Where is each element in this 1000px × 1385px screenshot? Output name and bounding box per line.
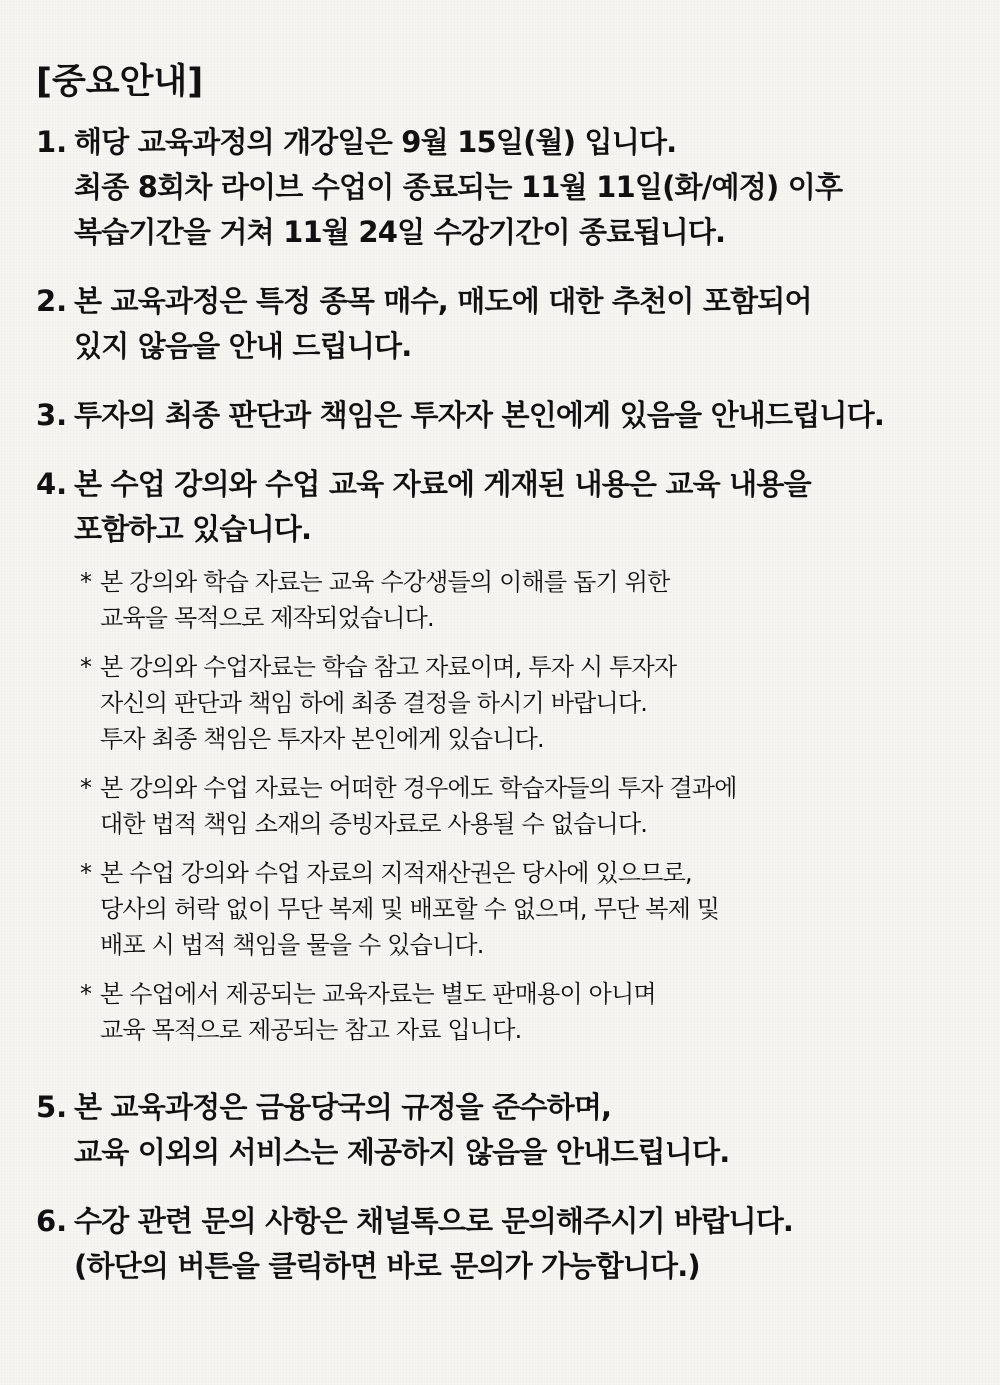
sub-note-text-line: 본 강의와 수업자료는 학습 참고 자료이며, 투자 시 투자자 [100, 653, 677, 681]
sub-note-body [100, 976, 966, 1048]
asterisk-marker: * [80, 774, 92, 802]
notice-item [36, 279, 966, 369]
sub-note-text-line: 본 강의와 학습 자료는 교육 수강생들의 이해를 돕기 위한 [100, 568, 670, 596]
sub-note-body [100, 564, 966, 636]
notice-item [36, 120, 966, 255]
item-text-line: 해당 교육과정의 개강일은 9월 15일(월) 입니다. [74, 125, 677, 159]
sub-note-text-line: 본 강의와 수업 자료는 어떠한 경우에도 학습자들의 투자 결과에 [100, 774, 737, 802]
item-text-line: 있지 않음을 안내 드립니다. [74, 329, 412, 363]
sub-note [80, 855, 966, 963]
item-text-line: 본 수업 강의와 수업 교육 자료에 게재된 내용은 교육 내용을 [74, 467, 811, 501]
item-number: 6. [36, 1204, 68, 1238]
item-text-line: (하단의 버튼을 클릭하면 바로 문의가 가능합니다.) [74, 1249, 700, 1283]
notice-list [36, 120, 966, 1289]
notice-title: [중요안내] [36, 62, 204, 102]
sub-note [80, 649, 966, 757]
sub-note [80, 976, 966, 1048]
item-number: 5. [36, 1090, 68, 1124]
sub-note-text-line: 교육 목적으로 제공되는 참고 자료 입니다. [100, 1016, 522, 1044]
sub-note [80, 770, 966, 842]
asterisk-marker: * [80, 859, 92, 887]
item-body [74, 1199, 966, 1289]
notice-document [36, 54, 966, 1313]
sub-note-text-line: 자신의 판단과 책임 하에 최종 결정을 하시기 바랍니다. [100, 689, 648, 717]
asterisk-marker: * [80, 980, 92, 1008]
item-number: 1. [36, 125, 68, 159]
item-text-line: 포함하고 있습니다. [74, 512, 312, 546]
item-number: 3. [36, 398, 68, 432]
notice-item [36, 393, 966, 438]
sub-note-text-line: 본 수업 강의와 수업 자료의 지적재산권은 당사에 있으므로, [100, 859, 692, 887]
item-body [74, 120, 966, 255]
item-text-line: 교육 이외의 서비스는 제공하지 않음을 안내드립니다. [74, 1135, 730, 1169]
asterisk-marker: * [80, 653, 92, 681]
item-text-line: 본 교육과정은 특정 종목 매수, 매도에 대한 추천이 포함되어 [74, 284, 812, 318]
item-text-line: 투자의 최종 판단과 책임은 투자자 본인에게 있음을 안내드립니다. [74, 398, 885, 432]
sub-note-body [100, 855, 966, 963]
sub-note [80, 564, 966, 636]
sub-note-text-line: 투자 최종 책임은 투자자 본인에게 있습니다. [100, 725, 544, 753]
asterisk-marker: * [80, 568, 92, 596]
sub-notes [80, 564, 966, 1048]
sub-note-text-line: 배포 시 법적 책임을 물을 수 있습니다. [100, 931, 484, 959]
item-body [74, 393, 966, 438]
item-body [74, 1085, 966, 1175]
item-body [74, 279, 966, 369]
notice-item [36, 1199, 966, 1289]
sub-note-text-line: 교육을 목적으로 제작되었습니다. [100, 604, 434, 632]
notice-item [36, 462, 966, 1061]
item-text-line: 본 교육과정은 금융당국의 규정을 준수하며, [74, 1090, 612, 1124]
sub-note-text-line: 본 수업에서 제공되는 교육자료는 별도 판매용이 아니며 [100, 980, 656, 1008]
item-text-line: 수강 관련 문의 사항은 채널톡으로 문의해주시기 바랍니다. [74, 1204, 794, 1238]
item-text-line: 최종 8회차 라이브 수업이 종료되는 11월 11일(화/예정) 이후 [74, 170, 843, 204]
sub-note-text-line: 대한 법적 책임 소재의 증빙자료로 사용될 수 없습니다. [100, 810, 648, 838]
sub-note-body [100, 770, 966, 842]
item-number: 2. [36, 284, 68, 318]
item-body [74, 462, 966, 1061]
item-number: 4. [36, 467, 68, 501]
sub-note-body [100, 649, 966, 757]
sub-note-text-line: 당사의 허락 없이 무단 복제 및 배포할 수 없으며, 무단 복제 및 [100, 895, 720, 923]
notice-item [36, 1085, 966, 1175]
item-text-line: 복습기간을 거쳐 11월 24일 수강기간이 종료됩니다. [74, 215, 726, 249]
